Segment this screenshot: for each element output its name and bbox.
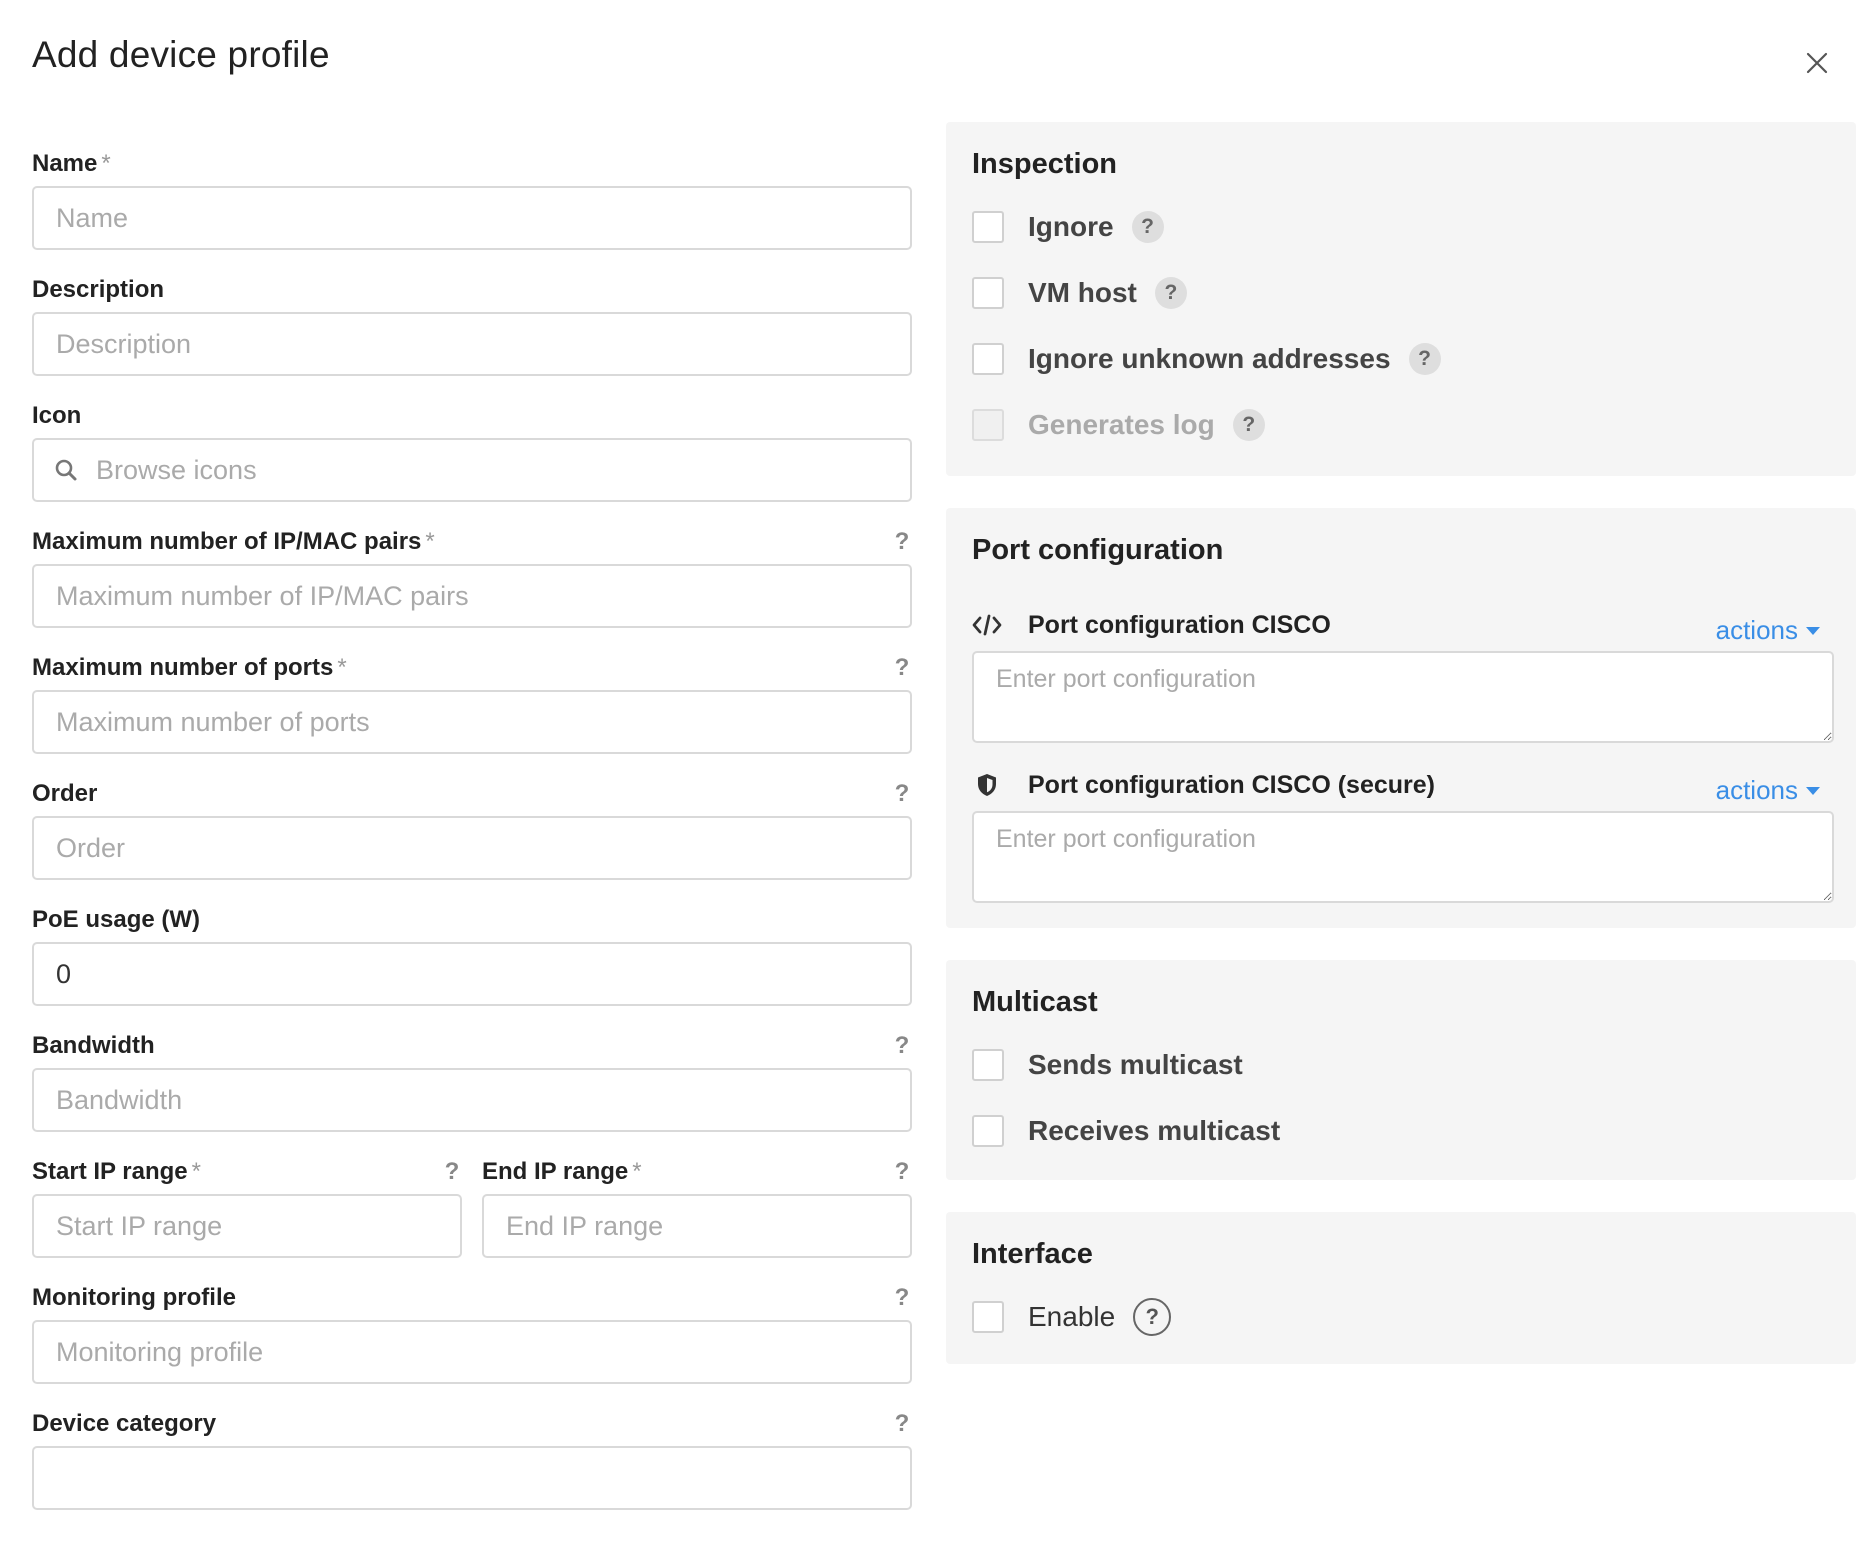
receives-multicast-label: Receives multicast xyxy=(1028,1115,1281,1146)
monitoring-help-icon[interactable]: ? xyxy=(894,1284,910,1311)
interface-enable-checkbox[interactable] xyxy=(972,1301,1004,1333)
ignore-unknown-label: Ignore unknown addresses xyxy=(1028,343,1391,374)
category-help-icon[interactable]: ? xyxy=(894,1410,910,1437)
vm-host-help-icon[interactable]: ? xyxy=(1155,277,1187,309)
sends-multicast-option xyxy=(972,1047,1830,1083)
cisco-secure-config-label: Port configuration CISCO (secure) xyxy=(1028,770,1435,799)
inspection-title: Inspection xyxy=(972,148,1118,180)
ignore-help-icon[interactable]: ? xyxy=(1132,211,1164,243)
end-ip-field xyxy=(482,1158,912,1258)
profile-form xyxy=(32,150,912,1536)
category-field xyxy=(32,1410,912,1510)
vm-host-checkbox[interactable] xyxy=(972,277,1004,309)
description-label: Description xyxy=(32,276,165,303)
cisco-secure-config-textarea[interactable] xyxy=(972,811,1834,903)
bandwidth-field xyxy=(32,1032,912,1132)
name-label: Name * xyxy=(32,150,111,177)
start-ip-help-icon[interactable]: ? xyxy=(444,1158,460,1185)
ignore-label: Ignore xyxy=(1028,211,1114,242)
code-icon xyxy=(972,612,1002,638)
end-ip-label: End IP range * xyxy=(482,1158,642,1185)
icon-field xyxy=(32,402,912,502)
inspection-panel xyxy=(946,122,1856,476)
max-ports-field xyxy=(32,654,912,754)
generates-log-checkbox[interactable] xyxy=(972,409,1004,441)
interface-enable-option xyxy=(972,1299,1830,1335)
name-field xyxy=(32,150,912,250)
start-ip-label: Start IP range * xyxy=(32,1158,201,1185)
cisco-secure-actions-dropdown[interactable]: actions xyxy=(1716,775,1820,806)
start-ip-input[interactable] xyxy=(32,1194,462,1258)
poe-field xyxy=(32,906,912,1006)
max-ip-mac-help-icon[interactable]: ? xyxy=(894,528,910,555)
dialog-title: Add device profile xyxy=(32,34,330,75)
cisco-config-textarea[interactable] xyxy=(972,651,1834,743)
interface-enable-help-icon[interactable]: ? xyxy=(1133,1298,1171,1336)
shield-icon xyxy=(972,772,1002,798)
ignore-unknown-checkbox[interactable] xyxy=(972,343,1004,375)
generates-log-label: Generates log xyxy=(1028,409,1215,440)
search-icon xyxy=(54,458,78,482)
category-input[interactable] xyxy=(32,1446,912,1510)
max-ip-mac-input[interactable] xyxy=(32,564,912,628)
order-field xyxy=(32,780,912,880)
cisco-config-label: Port configuration CISCO xyxy=(1028,610,1331,639)
multicast-title: Multicast xyxy=(972,986,1098,1018)
monitoring-input[interactable] xyxy=(32,1320,912,1384)
multicast-panel xyxy=(946,960,1856,1180)
cisco-secure-config-header xyxy=(972,767,1830,803)
max-ip-mac-field xyxy=(32,528,912,628)
ignore-unknown-help-icon[interactable]: ? xyxy=(1409,343,1441,375)
caret-down-icon xyxy=(1806,787,1820,795)
sends-multicast-label: Sends multicast xyxy=(1028,1049,1243,1080)
interface-panel xyxy=(946,1212,1856,1364)
end-ip-help-icon[interactable]: ? xyxy=(894,1158,910,1185)
generates-log-help-icon[interactable]: ? xyxy=(1233,409,1265,441)
description-input[interactable] xyxy=(32,312,912,376)
cisco-config-header xyxy=(972,607,1830,643)
monitoring-field xyxy=(32,1284,912,1384)
icon-label: Icon xyxy=(32,402,82,429)
order-label: Order xyxy=(32,780,98,807)
sends-multicast-checkbox[interactable] xyxy=(972,1049,1004,1081)
bandwidth-help-icon[interactable]: ? xyxy=(894,1032,910,1059)
ignore-checkbox[interactable] xyxy=(972,211,1004,243)
receives-multicast-checkbox[interactable] xyxy=(972,1115,1004,1147)
poe-input[interactable] xyxy=(32,942,912,1006)
interface-enable-label: Enable xyxy=(1028,1301,1116,1332)
bandwidth-input[interactable] xyxy=(32,1068,912,1132)
close-button[interactable] xyxy=(1802,48,1832,78)
category-label: Device category xyxy=(32,1410,217,1437)
ignore-unknown-option xyxy=(972,341,1830,377)
bandwidth-label: Bandwidth xyxy=(32,1032,155,1059)
generates-log-option xyxy=(972,407,1830,443)
monitoring-label: Monitoring profile xyxy=(32,1284,236,1311)
port-configuration-title: Port configuration xyxy=(972,534,1224,566)
interface-title: Interface xyxy=(972,1238,1093,1270)
description-field xyxy=(32,276,912,376)
port-configuration-panel xyxy=(946,508,1856,928)
icon-search-input[interactable] xyxy=(32,438,912,502)
ignore-option xyxy=(972,209,1830,245)
cisco-actions-dropdown[interactable]: actions xyxy=(1716,615,1820,646)
max-ports-input[interactable] xyxy=(32,690,912,754)
name-input[interactable] xyxy=(32,186,912,250)
ip-range-row xyxy=(32,1158,912,1284)
poe-label: PoE usage (W) xyxy=(32,906,201,933)
vm-host-label: VM host xyxy=(1028,277,1137,308)
receives-multicast-option xyxy=(972,1113,1830,1149)
max-ports-label: Maximum number of ports * xyxy=(32,654,347,681)
vm-host-option xyxy=(972,275,1830,311)
start-ip-field xyxy=(32,1158,462,1258)
max-ports-help-icon[interactable]: ? xyxy=(894,654,910,681)
order-help-icon[interactable]: ? xyxy=(894,780,910,807)
end-ip-input[interactable] xyxy=(482,1194,912,1258)
caret-down-icon xyxy=(1806,627,1820,635)
close-icon xyxy=(1802,48,1832,78)
max-ip-mac-label: Maximum number of IP/MAC pairs * xyxy=(32,528,435,555)
order-input[interactable] xyxy=(32,816,912,880)
